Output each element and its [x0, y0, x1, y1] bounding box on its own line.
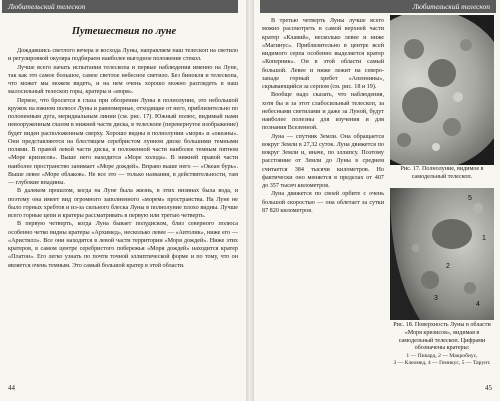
paragraph: В далеком прошлом, когда на Луне была жизнь, в этих низинах была вода, и поэтому она имеет вид огромного заполненного «морем» пространства. На Луне не было горных хребтов и из-за сильного блеска Луны в полнолуние плохо видны. Лучше всего горные цепи и кратеры рассматривать в первую или третью четверть.	[8, 188, 238, 219]
page-number: 45	[485, 384, 492, 392]
paragraph: Лучше всего начать испытания телескопа и первые наблюдения именно на Луне, так как это самое большое, самое светлое небесное светило. Без бинокля и телескопа, что может мы можем видеть, и на нем очень хорошо можно разглядеть в наш малосильный телескоп горы, кратеры и «моря».	[8, 64, 238, 96]
running-header: Любительский телескоп	[2, 0, 238, 13]
page-number: 44	[8, 384, 15, 392]
paragraph: Дождавшись светлого вечера и восхода Луны, направляем наш телескоп на светило и регулировкой окуляра подбираем наиболее выгодное положение стекол.	[8, 48, 238, 63]
caption-legend: 1 — Пикард, 2 — Макробиус,	[406, 353, 478, 360]
mare-crisium-photo	[390, 188, 494, 320]
body-text	[262, 17, 384, 367]
paragraph: Луна движется по своей орбите с очень большой скоростью — она облетает за сутки 87 820 километров.	[262, 191, 384, 214]
crater-marker-1: 1	[482, 235, 486, 242]
caption-text: Рис. 18. Поверхность Луны в области «Моря кризисов», видимая в самодельный телескоп. Цифрами обозначены кратеры:	[393, 322, 491, 352]
crater-map-illustration	[390, 188, 494, 320]
caption-legend: 3 — Клеомед, 4 — Гемикус, 5 — Тарунт.	[393, 360, 491, 367]
figure-18-caption	[388, 322, 496, 368]
crater-marker-3: 3	[434, 295, 438, 302]
running-header: Любительский телескоп	[260, 0, 496, 13]
right-page	[254, 0, 500, 401]
chapter-title: Путешествия по луне	[71, 26, 177, 37]
crater-marker-4: 4	[476, 301, 480, 308]
crater-marker-2: 2	[446, 263, 450, 270]
paragraph: Луна — спутник Земли. Она обращается вокруг Земли в 27,32 суток. Луна движется по вокруг Земли и, иначе, по эллипсу. Поэтому расстояние от Земли до Луны в среднем считается 384 тысячи километров. Но фактически оно меняется в пределах от 407 до 357 тысяч километров.	[262, 133, 384, 189]
paragraph: В первую четверть, когда Луна бывает полудиском, близ северного полюса особенно четко видны кратеры «Архимед», несколько левее — «Автолик», ниже его — «Аристилл». Все они находятся в левой части территории «Моря дождей». Ниже этих кратеров, в самом центре серебристого побережья «Моря дождей» находится кратер «Платон». Его легко узнать по почти точной эллиптической форме и по тому, что он является очень темным. Это самый большой кратер в этой области.	[8, 221, 238, 269]
paragraph: Вообще надо сказать, что наблюдения, хотя бы и за этот слабосильный телескоп, за небесными светилами и даже за Луной, будут наиболее полезны для изучения и для познания Вселенной.	[262, 92, 384, 132]
paragraph: Первое, что бросится в глаза при обозрении Луны в полнолуние, это небольшой кружок на южном полюсе Луны и равномерные, отходящие от него, приблизительно по полоненным дуга, меридиальным линии (см. рис. 17). Южный полюс, видимый нами невооруженным глазом в нижней части диска, в телескопе (перевернутое изображение) будет виден расположенным сверху. Хорошо видны в полнолунии «моря» и «океаны». Они представляются на блестящем серебристом лунном диске большими темными полями. В правой левой части диска, в положенной части наиболее темным пятном «Море кризисов». Выше него находится «Море холода». В нижней правой части наиболее пространство занимает «Море дождей». Вправо выше него — «Океан бурь». Выше левее «Море облаков». Не все это — только названия, в действительности, там — глубокие впадины.	[8, 97, 238, 186]
crater-marker-5: 5	[468, 195, 472, 202]
full-moon-photo	[390, 15, 494, 165]
moon-illustration	[390, 15, 494, 165]
body-text	[8, 47, 238, 377]
left-page	[0, 0, 246, 401]
figure-17-caption: Рис. 17. Полнолуние, видимое в самодельный телескоп.	[400, 166, 484, 180]
gutter	[246, 0, 254, 401]
paragraph: В третью четверть Луны лучше всего можно рассмотреть в самой верхней части кратер «Клавий», несколько левее и ниже «Магинус». Приблизительно в центре всей видимого серпа особенно выделяется кратер «Коперник». Он в этой области самый большой. Левее и ниже лежит на северо-западе горный хребет «Апеннины», скрывающийся за серпом (см. рис. 18 и 19).	[262, 18, 384, 90]
